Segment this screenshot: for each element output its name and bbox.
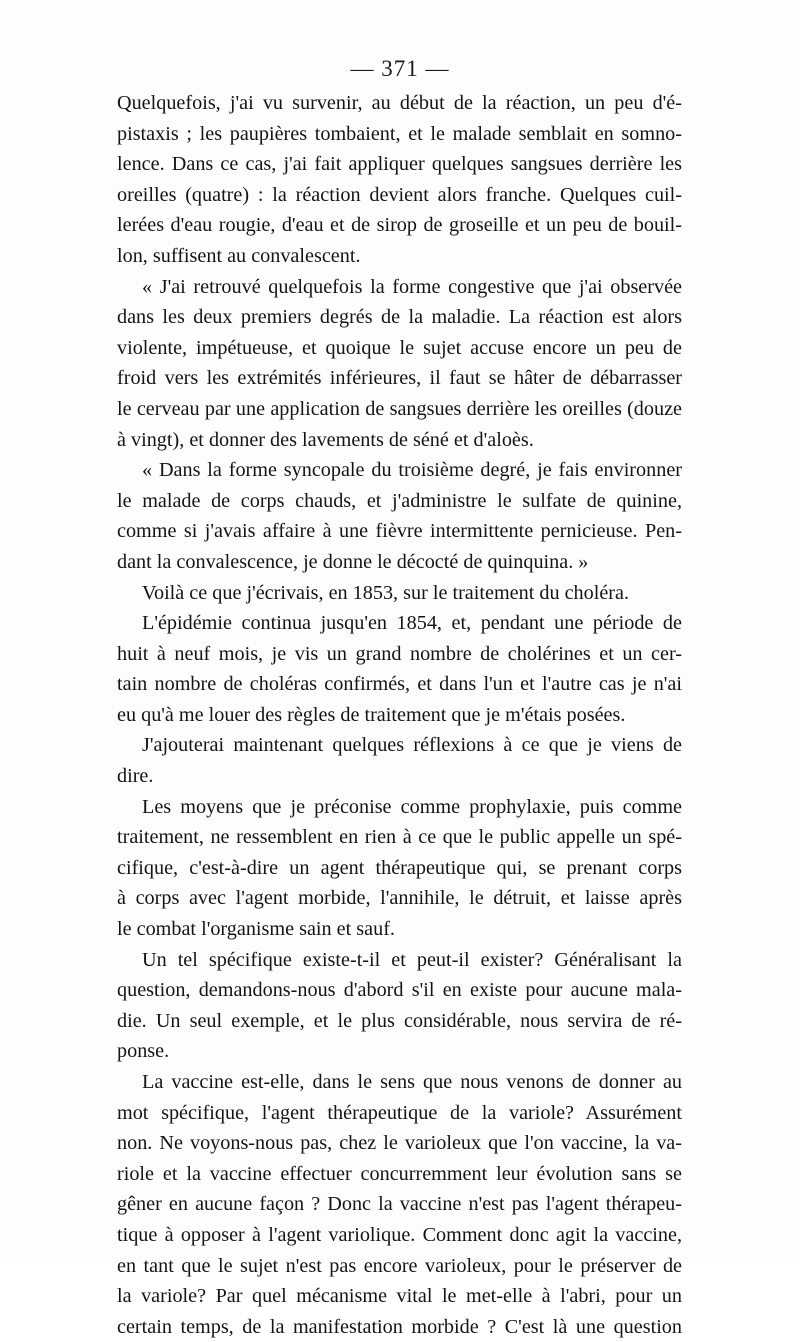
- text-line: lon, suffisent au convalescent.: [117, 244, 361, 267]
- text-line: mot spécifique, l'agent thérapeutique de la variole? Assurément: [117, 1101, 682, 1124]
- text-line: question, demandons-nous d'abord s'il en existe pour aucune mala-: [117, 979, 682, 1002]
- text-line: « Dans la forme syncopale du troisième degré, je fais environner: [142, 459, 682, 482]
- text-line: tique à opposer à l'agent variolique. Comment donc agit la vaccine,: [117, 1223, 682, 1246]
- text-line: la variole? Par quel mécanisme vital le met-elle à l'abri, pour un: [117, 1285, 682, 1308]
- text-line: lence. Dans ce cas, j'ai fait appliquer quelques sangsues derrière les: [117, 153, 682, 176]
- text-line: le malade de corps chauds, et j'administre le sulfate de quinine,: [117, 489, 682, 512]
- text-line: L'épidémie continua jusqu'en 1854, et, pendant une période de: [142, 612, 682, 635]
- text-line: Voilà ce que j'écrivais, en 1853, sur le traitement du choléra.: [142, 581, 630, 604]
- text-line: en tant que le sujet n'est pas encore varioleux, pour le préserver de: [117, 1254, 682, 1277]
- text-line: à corps avec l'agent morbide, l'annihile, le détruit, et laisse après: [117, 887, 682, 910]
- text-line: violente, impétueuse, et quoique le sujet accuse encore un peu de: [117, 336, 682, 359]
- paragraph: [117, 608, 682, 730]
- text-line: cifique, c'est-à-dire un agent thérapeutique qui, se prenant corps: [117, 856, 682, 879]
- text-line: à vingt), et donner des lavements de séné et d'aloès.: [117, 428, 534, 451]
- text-line: die. Un seul exemple, et le plus considérable, nous servira de ré-: [117, 1009, 682, 1032]
- text-line: Quelquefois, j'ai vu survenir, au début de la réaction, un peu d'é-: [117, 92, 682, 114]
- text-line: J'ajouterai maintenant quelques réflexions à ce que je viens de: [142, 734, 682, 757]
- text-line: gêner en aucune façon ? Donc la vaccine n'est pas l'agent thérapeu-: [117, 1193, 682, 1216]
- paragraph: [117, 455, 682, 577]
- text-line: non. Ne voyons-nous pas, chez le varioleux que l'on vaccine, la va-: [117, 1132, 682, 1155]
- text-line: riole et la vaccine effectuer concurremment leur évolution sans se: [117, 1162, 682, 1185]
- text-line: certain temps, de la manifestation morbide ? C'est là une question: [117, 1315, 682, 1338]
- text-line: froid vers les extrémités inférieures, il faut se hâter de débarrasser: [117, 367, 682, 390]
- text-line: dans les deux premiers degrés de la maladie. La réaction est alors: [117, 306, 682, 329]
- paragraph: [117, 88, 682, 272]
- paragraph: [117, 578, 682, 609]
- text-line: dant la convalescence, je donne le décocté de quinquina. »: [117, 550, 589, 573]
- text-line: lerées d'eau rougie, d'eau et de sirop de groseille et un peu de bouil-: [117, 214, 682, 237]
- text-line: Un tel spécifique existe-t-il et peut-il exister? Généralisant la: [142, 948, 682, 971]
- paragraph: [117, 730, 682, 791]
- paragraph: [117, 272, 682, 456]
- text-line: La vaccine est-elle, dans le sens que nous venons de donner au: [142, 1071, 682, 1093]
- text-line: le combat l'organisme sain et sauf.: [117, 918, 395, 941]
- text-line: ponse.: [117, 1040, 170, 1063]
- text-line: Les moyens que je préconise comme prophylaxie, puis comme: [142, 795, 682, 818]
- paragraph: [117, 945, 682, 1067]
- page-number: — 371 —: [350, 56, 450, 81]
- text-line: comme si j'avais affaire à une fièvre intermittente pernicieuse. Pen-: [117, 520, 682, 543]
- text-line: oreilles (quatre) : la réaction devient alors franche. Quelques cuil-: [117, 183, 682, 206]
- text-line: huit à neuf mois, je vis un grand nombre de cholérines et un cer-: [117, 642, 682, 665]
- text-line: dire.: [117, 765, 154, 788]
- text-line: eu qu'à me louer des règles de traitement que je m'étais posées.: [117, 703, 626, 726]
- text-line: le cerveau par une application de sangsues derrière les oreilles (douze: [117, 397, 682, 420]
- text-line: tain nombre de choléras confirmés, et dans l'un et l'autre cas je n'ai: [117, 673, 682, 696]
- body-text: [117, 88, 682, 1342]
- text-line: « J'ai retrouvé quelquefois la forme congestive que j'ai observée: [142, 275, 682, 298]
- paragraph: [117, 792, 682, 945]
- paragraph: [117, 1067, 682, 1342]
- text-line: traitement, ne ressemblent en rien à ce que le public appelle un spé-: [117, 826, 682, 849]
- text-line: pistaxis ; les paupières tombaient, et le malade semblait en somno-: [117, 122, 682, 145]
